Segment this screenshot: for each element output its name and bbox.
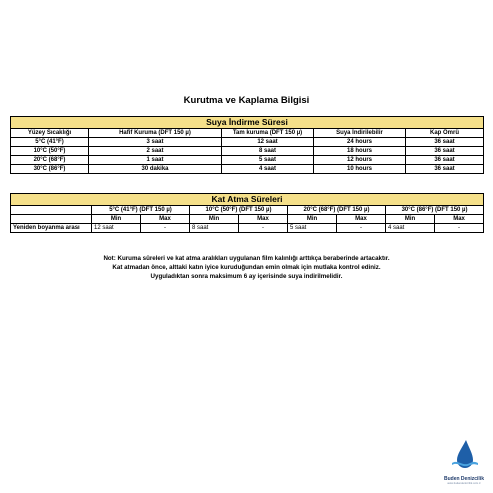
table-cell: 10°C (50°F) xyxy=(11,147,89,156)
table-cell: 36 saat xyxy=(406,138,484,147)
table-cell: 20°C (68°F) xyxy=(11,156,89,165)
logo-tagline: www.budendenizcilik.com.tr xyxy=(447,482,481,485)
column-header: 5°C (41°F) (DFT 150 µ) xyxy=(92,206,190,215)
min-header: Min xyxy=(190,215,239,224)
table-row xyxy=(11,156,484,165)
table-banner: Kat Atma Süreleri xyxy=(11,194,484,206)
table-cell: 8 saat xyxy=(190,224,239,233)
table-cell: 36 saat xyxy=(406,147,484,156)
table-cell: 30°C (86°F) xyxy=(11,165,89,174)
max-header: Max xyxy=(337,215,386,224)
table-cell: 30 dakika xyxy=(89,165,222,174)
table-cell: 10 hours xyxy=(314,165,406,174)
column-header: Yüzey Sıcaklığı xyxy=(11,129,89,138)
table-row xyxy=(11,138,484,147)
table-row xyxy=(11,224,484,233)
max-header: Max xyxy=(239,215,288,224)
max-header: Max xyxy=(435,215,484,224)
table-cell: 36 saat xyxy=(406,156,484,165)
row-label: Yeniden boyanma arası xyxy=(11,224,92,233)
launch-time-table xyxy=(10,116,484,174)
table-row xyxy=(11,165,484,174)
table-cell: 3 saat xyxy=(89,138,222,147)
company-logo xyxy=(438,438,490,485)
column-header: 10°C (50°F) (DFT 150 µ) xyxy=(190,206,288,215)
note-line: Not: Kuruma süreleri ve kat atma aralıkları uygulanan film kalınlığı arttıkça beraberinde artacaktır. xyxy=(103,255,390,262)
table-row xyxy=(11,147,484,156)
column-header: 30°C (86°F) (DFT 150 µ) xyxy=(386,206,484,215)
logo-name: Buden Denizcilik xyxy=(443,476,484,482)
page-title: Kurutma ve Kaplama Bilgisi xyxy=(183,95,310,106)
column-header: Tam kuruma (DFT 150 µ) xyxy=(222,129,314,138)
column-header: Hafif Kuruma (DFT 150 µ) xyxy=(89,129,222,138)
column-header: Kap Ömrü xyxy=(406,129,484,138)
table-cell: 2 saat xyxy=(89,147,222,156)
table-cell: 5 saat xyxy=(222,156,314,165)
min-header: Min xyxy=(288,215,337,224)
table-cell: 5 saat xyxy=(288,224,337,233)
min-header: Min xyxy=(92,215,141,224)
column-header: Suya İndirilebilir xyxy=(314,129,406,138)
table-cell: 12 hours xyxy=(314,156,406,165)
table-cell: 8 saat xyxy=(222,147,314,156)
notes xyxy=(0,254,493,281)
max-header: Max xyxy=(141,215,190,224)
note-line: Uyguladıktan sonra maksimum 6 ay içerisinde suya indirilmelidir. xyxy=(150,273,343,280)
table-cell: 18 hours xyxy=(314,147,406,156)
table-cell: 4 saat xyxy=(222,165,314,174)
table-cell: - xyxy=(141,224,190,233)
table-cell: 1 saat xyxy=(89,156,222,165)
water-drop-icon xyxy=(449,438,479,470)
column-header: 20°C (68°F) (DFT 150 µ) xyxy=(288,206,386,215)
table-cell: 24 hours xyxy=(314,138,406,147)
table-cell: 12 saat xyxy=(92,224,141,233)
recoat-interval-table xyxy=(10,193,484,233)
min-header: Min xyxy=(386,215,435,224)
table-cell: - xyxy=(239,224,288,233)
table-banner: Suya İndirme Süresi xyxy=(11,117,484,129)
table-cell: - xyxy=(435,224,484,233)
table-cell: 12 saat xyxy=(222,138,314,147)
note-line: Kat atmadan önce, alttaki katın iyice kuruduğundan emin olmak için mutlaka kontrol ediniz. xyxy=(112,264,381,271)
empty-header-cell xyxy=(11,206,92,215)
table-cell: 4 saat xyxy=(386,224,435,233)
empty-header-cell xyxy=(11,215,92,224)
table-cell: 5°C (41°F) xyxy=(11,138,89,147)
table-cell: - xyxy=(337,224,386,233)
table-cell: 36 saat xyxy=(406,165,484,174)
